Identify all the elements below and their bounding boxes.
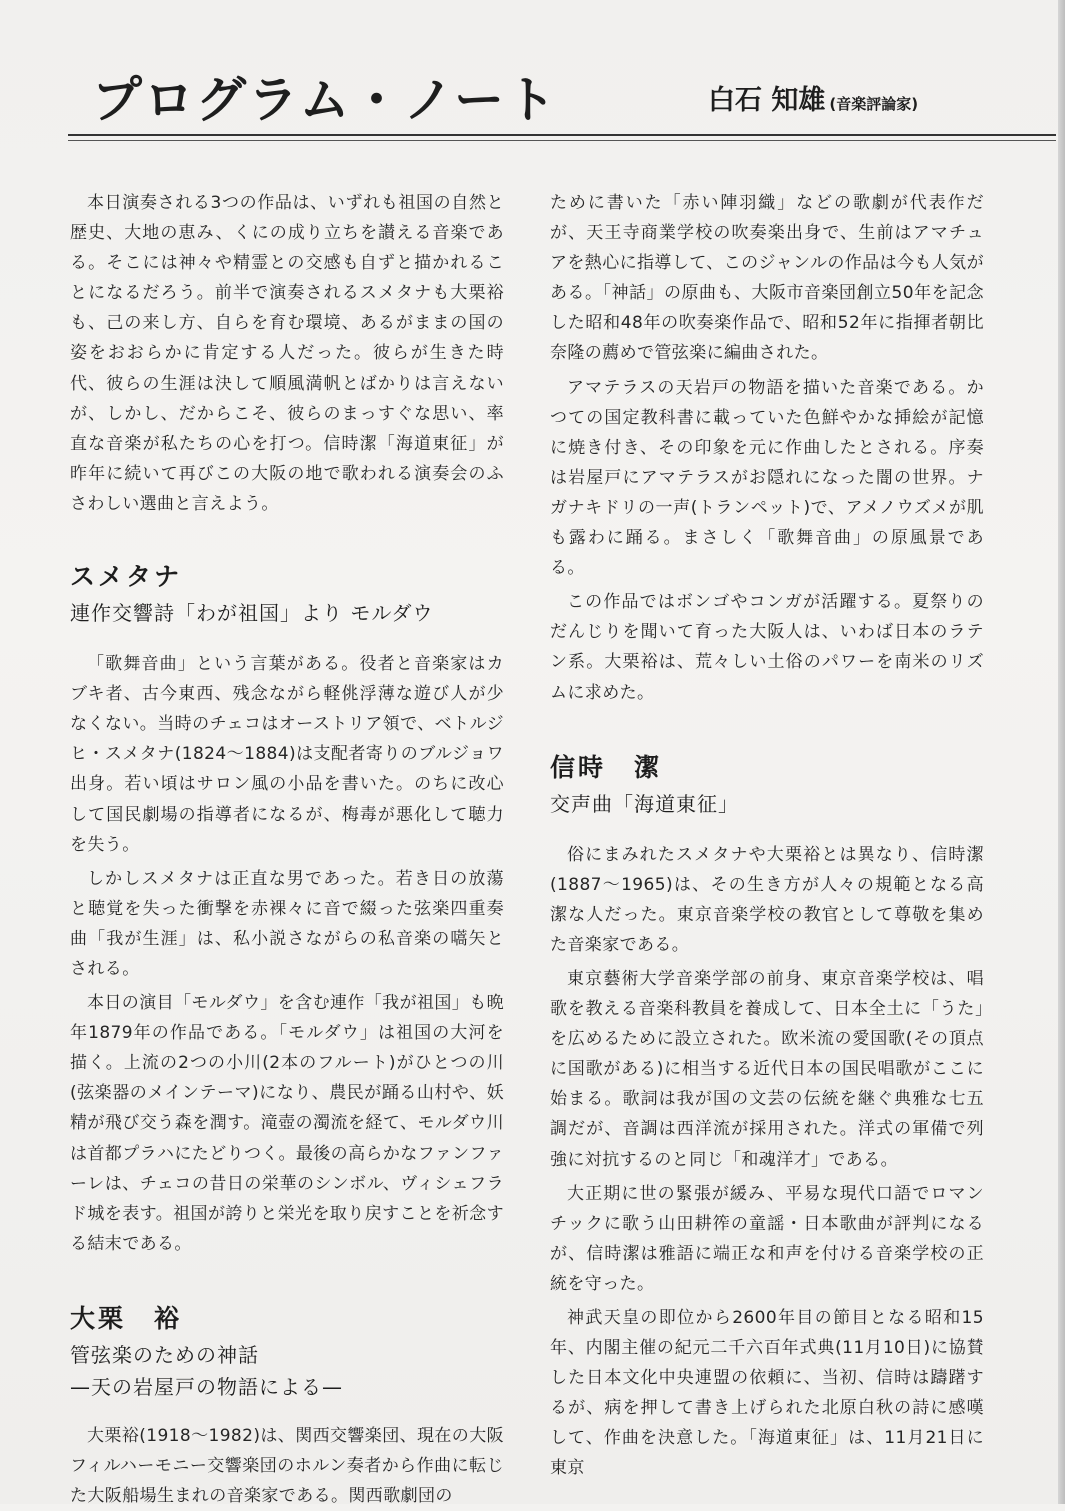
page-edge — [1058, 0, 1065, 1504]
nobutoki-paragraph: 東京藝術大学音楽学部の前身、東京音楽学校は、唱歌を教える音楽科教員を養成して、日本全土に「うた」を広めるために設立された。欧米流の愛国歌(その頂点に国歌がある)に相当する近代日本の国民唱歌がここに始まる。歌詞は我が国の文芸の伝統を継ぐ典雅な七五調だが、音調は西洋流が採用された。洋式の軍備で列強に対抗するのと同じ「和魂洋才」である。 — [550, 968, 984, 1170]
smetana-paragraph: 本日の演目「モルダウ」を含む連作「我が祖国」も晩年1879年の作品である。「モルダウ」は祖国の大河を描く。上流の2つの小川(2本のフルート)がひとつの川(弦楽器のメインテーマ)になり、農民が踊る山村や、妖精が飛び交う森を潤す。滝壺の濁流を経て、モルダウ川は首都プラハにたどりつく。最後の高らかなファンファーレは、チェコの昔日の栄華のシンボル、ヴィシェフラド城を表す。祖国が誇りと栄光を取り戻すことを祈念する結末である。 — [70, 993, 504, 1254]
nobutoki-paragraph: 大正期に世の緊張が緩み、平易な現代口語でロマンチックに歌う山田耕筰の童謡・日本歌曲が評判になるが、信時潔は雅語に端正な和声を付ける音楽学校の正統を守った。 — [550, 1183, 984, 1294]
header-rule-thick — [68, 134, 1056, 136]
okuri-paragraph: 大栗裕(1918〜1982)は、関西交響楽団、現在の大阪フィルハーモニー交響楽団のホルン奏者から作曲に転じた大阪船場生まれの音楽家である。関西歌劇団の — [70, 1425, 504, 1507]
section-subtitle-okuri-2: —天の岩屋戸の物語による— — [70, 1374, 343, 1399]
author — [708, 78, 918, 117]
smetana-paragraph: しかしスメタナは正直な男であった。若き日の放蕩と聴覚を失った衝撃を赤裸々に音で綴った弦楽四重奏曲「我が生涯」は、私小説さながらの私音楽の嚆矢とされる。 — [70, 868, 504, 979]
nobutoki-paragraph: 俗にまみれたスメタナや大栗裕とは異なり、信時潔(1887〜1965)は、その生き方が人々の規範となる高潔な人だった。東京音楽学校の教官として尊敬を集めた音楽家である。 — [550, 844, 984, 955]
section-subtitle-okuri: 管弦楽のための神話 — [70, 1342, 259, 1367]
left-column — [70, 188, 504, 1511]
nobutoki-paragraph: 神武天皇の即位から2600年目の節目となる昭和15年、内閣主催の紀元二千六百年式典(11月10日)に協賛した日本文化中央連盟の依頼に、当初、信時は躊躇するが、病を押して書き上げられた北原白秋の詩に感嘆して、作曲を決意した。「海道東征」は、11月21日に東京 — [550, 1308, 984, 1479]
section-title-okuri: 大栗 裕 — [70, 1303, 183, 1333]
author-name: 白石 知雄 — [708, 85, 826, 116]
header-rule-thin — [68, 140, 1056, 141]
okuri-paragraph: アマテラスの天岩戸の物語を描いた音楽である。かつての国定教科書に載っていた色鮮やかな挿絵が記憶に焼き付き、その印象を元に作曲したとされる。序奏は岩屋戸にアマテラスがお隠れになった闇の世界。ナガナキドリの一声(トランペット)で、アメノウズメが肌も露わに踊る。まさしく「歌舞音曲」の原風景である。 — [550, 377, 984, 579]
intro-paragraph: 本日演奏される3つの作品は、いずれも祖国の自然と歴史、大地の恵み、くにの成り立ちを讃える音楽である。そこには神々や精霊との交感も自ずと描かれることになるだろう。前半で演奏されるスメタナも大栗裕も、己の来し方、自らを育む環境、あるがままの国の姿をおおらかに肯定する人だった。彼らが生きた時代、彼らの生涯は決して順風満帆とばかりは言えないが、しかし、だからこそ、彼らのまっすぐな思い、率直な音楽が私たちの心を打つ。信時潔「海道東征」が昨年に続いて再びこの大阪の地で歌われる演奏会のふさわしい選曲と言えよう。 — [70, 193, 504, 514]
okuri-paragraph: この作品ではボンゴやコンガが活躍する。夏祭りのだんじりを聞いて育った大阪人は、いわば日本のラテン系。大栗裕は、荒々しい土俗のパワーを南米のリズムに求めた。 — [550, 592, 984, 703]
section-subtitle-nobutoki: 交声曲「海道東征」 — [550, 791, 739, 816]
right-column — [550, 188, 984, 1484]
page-title: プログラム・ノート — [92, 70, 558, 129]
smetana-paragraph: 「歌舞音曲」という言葉がある。役者と音楽家はカブキ者、古今東西、残念ながら軽佻浮薄な遊び人が少なくない。当時のチェコはオーストリア領で、ベトルジヒ・スメタナ(1824〜1884)は支配者寄りのブルジョワ出身。若い頃はサロン風の小品を書いた。のちに改心して国民劇場の指導者になるが、梅毒が悪化して聴力を失う。 — [70, 654, 504, 855]
okuri-paragraph-continued: ために書いた「赤い陣羽織」などの歌劇が代表作だが、天王寺商業学校の吹奏楽出身で、生前はアマチュアを熱心に指導して、このジャンルの作品は今も人気がある。「神話」の原曲も、大阪市音楽団創立50年を記念した昭和48年の吹奏楽作品で、昭和52年に指揮者朝比奈隆の薦めで管弦楽に編曲された。 — [550, 193, 984, 364]
section-subtitle-smetana: 連作交響詩「わが祖国」より モルダウ — [70, 601, 434, 626]
section-title-smetana: スメタナ — [70, 562, 183, 592]
author-role: (音楽評論家) — [829, 95, 919, 113]
section-title-nobutoki: 信時 潔 — [550, 752, 663, 782]
